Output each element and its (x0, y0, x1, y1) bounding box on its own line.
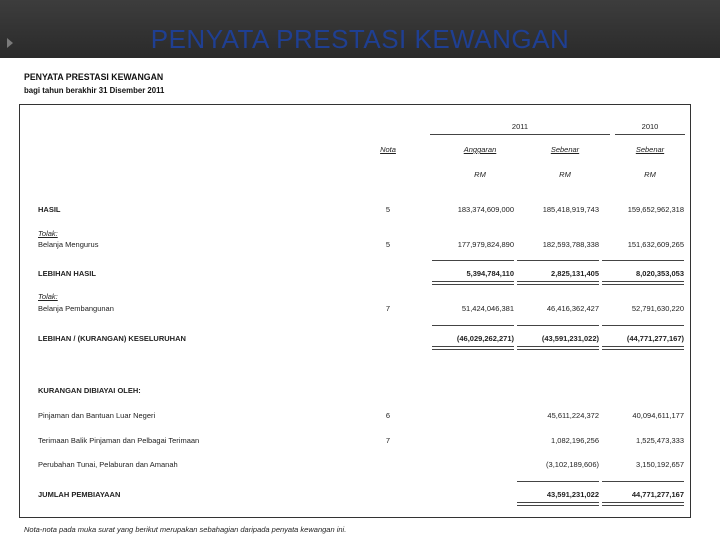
year-2011-header: 2011 (511, 122, 529, 131)
tolak-label-2: Tolak: (38, 292, 58, 301)
hasil-sebenar-2011: 185,418,919,743 (542, 205, 599, 214)
nota-header: Nota (380, 145, 396, 154)
hasil-nota: 5 (385, 205, 391, 214)
belanja-pembangunan-sebenar-2011: 46,416,362,427 (546, 304, 599, 313)
year-2010-header: 2010 (641, 122, 659, 131)
lebihan-hasil-sebenar-2011: 2,825,131,405 (551, 269, 599, 278)
lebihan-kurangan-sebenar-2010: (44,771,277,167) (626, 334, 684, 343)
sebenar-2010-header: Sebenar (635, 145, 665, 154)
lebihan-kurangan-sebenar-2011: (43,591,231,022) (541, 334, 599, 343)
anggaran-unit: RM (474, 170, 486, 179)
statement-title: PENYATA PRESTASI KEWANGAN (24, 72, 164, 83)
slide-header (0, 0, 720, 58)
total-double-rule-anggaran (432, 281, 514, 285)
jumlah-pembiayaan-sebenar-2010: 44,771,277,167 (631, 490, 684, 499)
pinjaman-nota: 6 (385, 411, 391, 420)
statement-subtitle: bagi tahun berakhir 31 Disember 2011 (24, 85, 165, 95)
jumlah-pembiayaan-sebenar-2011: 43,591,231,022 (546, 490, 599, 499)
subtotal-rule-anggaran (432, 260, 514, 261)
belanja-mengurus-anggaran: 177,979,824,890 (457, 240, 514, 249)
pembiayaan-rule-sebenar-2011 (517, 481, 599, 482)
jumlah-double-rule-sebenar-2010 (602, 502, 684, 506)
lebihan-hasil-sebenar-2010: 8,020,353,053 (636, 269, 684, 278)
hasil-label: HASIL (38, 205, 61, 214)
hasil-anggaran: 183,374,609,000 (457, 205, 514, 214)
belanja-mengurus-sebenar-2010: 151,632,609,265 (627, 240, 684, 249)
subtotal-rule-2-sebenar-2010 (602, 325, 684, 326)
belanja-pembangunan-label: Belanja Pembangunan (38, 304, 114, 313)
total-double-rule-2-sebenar-2011 (517, 346, 599, 350)
lebihan-kurangan-label: LEBIHAN / (KURANGAN) KESELURUHAN (38, 334, 186, 343)
subtotal-rule-sebenar-2011 (517, 260, 599, 261)
belanja-mengurus-nota: 5 (385, 240, 391, 249)
sebenar-2010-unit: RM (644, 170, 656, 179)
lebihan-hasil-label: LEBIHAN HASIL (38, 269, 96, 278)
year-2010-rule (615, 134, 685, 135)
total-double-rule-sebenar-2011 (517, 281, 599, 285)
subtotal-rule-sebenar-2010 (602, 260, 684, 261)
sebenar-2011-header: Sebenar (550, 145, 580, 154)
belanja-mengurus-label: Belanja Mengurus (38, 240, 99, 249)
total-double-rule-2-anggaran (432, 346, 514, 350)
anggaran-header: Anggaran (463, 145, 497, 154)
belanja-mengurus-sebenar-2011: 182,593,788,338 (542, 240, 599, 249)
pinjaman-sebenar-2011: 45,611,224,372 (547, 411, 599, 420)
jumlah-double-rule-sebenar-2011 (517, 502, 599, 506)
statement-footnote: Nota-nota pada muka surat yang berikut merupakan sebahagian daripada penyata kewangan ini. (24, 525, 347, 534)
perubahan-tunai-sebenar-2011: (3,102,189,606) (546, 460, 599, 469)
terimaan-label: Terimaan Balik Pinjaman dan Pelbagai Terimaan (38, 436, 200, 445)
belanja-pembangunan-anggaran: 51,424,046,381 (461, 304, 514, 313)
subtotal-rule-2-sebenar-2011 (517, 325, 599, 326)
pinjaman-sebenar-2010: 40,094,611,177 (632, 411, 684, 420)
total-double-rule-sebenar-2010 (602, 281, 684, 285)
year-2011-rule (430, 134, 610, 135)
perubahan-tunai-sebenar-2010: 3,150,192,657 (636, 460, 684, 469)
slide-title: PENYATA PRESTASI KEWANGAN (150, 24, 570, 54)
terimaan-sebenar-2010: 1,525,473,333 (636, 436, 684, 445)
pinjaman-label: Pinjaman dan Bantuan Luar Negeri (38, 411, 156, 420)
lebihan-hasil-anggaran: 5,394,784,110 (466, 269, 514, 278)
tolak-label-1: Tolak: (38, 229, 58, 238)
subtotal-rule-2-anggaran (432, 325, 514, 326)
perubahan-tunai-label: Perubahan Tunai, Pelaburan dan Amanah (38, 460, 178, 469)
kurangan-dibiayai-label: KURANGAN DIBIAYAI OLEH: (38, 386, 141, 395)
total-double-rule-2-sebenar-2010 (602, 346, 684, 350)
belanja-pembangunan-sebenar-2010: 52,791,630,220 (631, 304, 684, 313)
terimaan-nota: 7 (385, 436, 391, 445)
bullet-arrow-icon (7, 38, 13, 48)
pembiayaan-rule-sebenar-2010 (602, 481, 684, 482)
hasil-sebenar-2010: 159,652,962,318 (627, 205, 684, 214)
belanja-pembangunan-nota: 7 (385, 304, 391, 313)
terimaan-sebenar-2011: 1,082,196,256 (551, 436, 599, 445)
lebihan-kurangan-anggaran: (46,029,262,271) (456, 334, 514, 343)
jumlah-pembiayaan-label: JUMLAH PEMBIAYAAN (38, 490, 121, 499)
sebenar-2011-unit: RM (559, 170, 571, 179)
